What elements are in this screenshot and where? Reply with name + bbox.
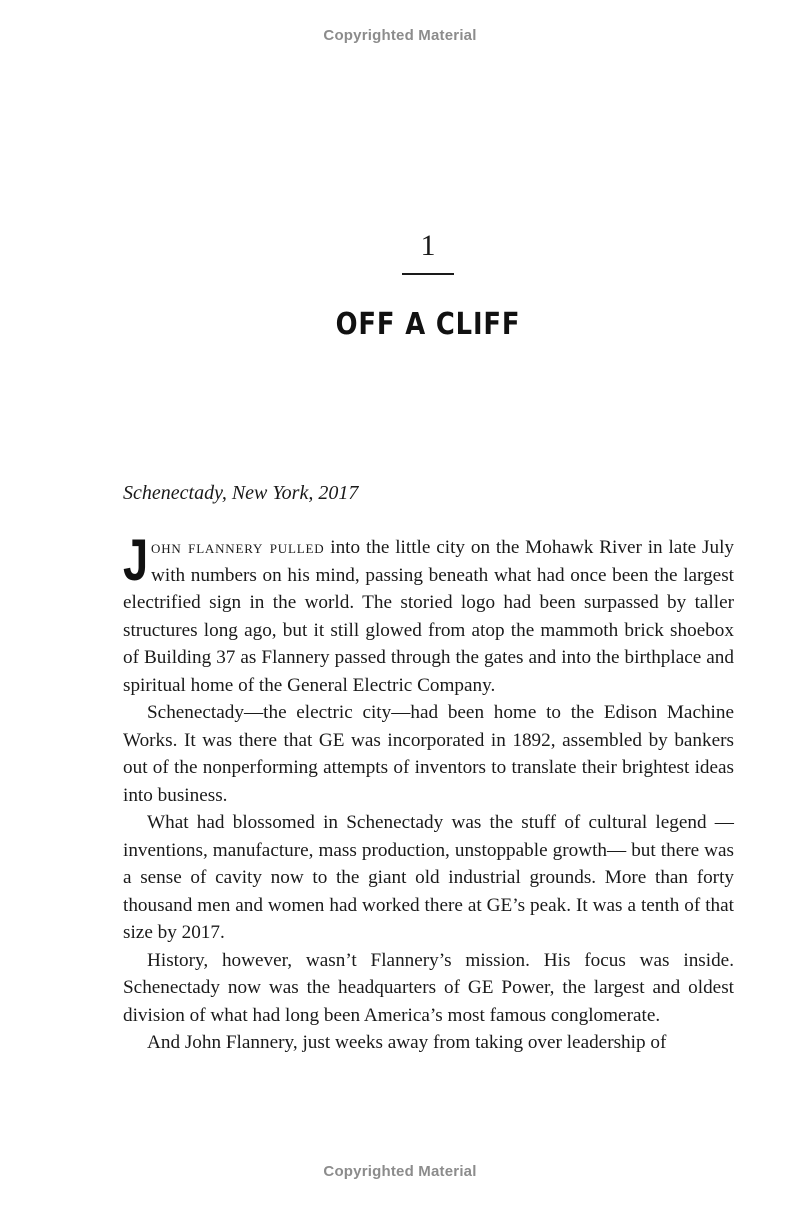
paragraph-1 — [123, 528, 734, 699]
paragraph-3: What had blossomed in Schenectady was the stuff of cultural legend —inventions, manufacture, mass production, unstoppable growth— but there was a sense of cavity now to the giant old industrial grounds. More than forty thousand men and women had worked there at GE’s peak. It was a tenth of that size by 2017. — [123, 812, 734, 943]
dateline: Schenectady, New York, 2017 — [123, 482, 359, 504]
copyright-watermark-bottom: Copyrighted Material — [323, 1163, 477, 1180]
chapter-rule-divider — [402, 273, 454, 275]
copyright-watermark-top: Copyrighted Material — [323, 27, 477, 44]
paragraph-4: History, however, wasn’t Flannery’s mission. His focus was inside. Schenectady now was the headquarters of GE Power, the largest and oldest division of what had long been America’s most famous conglomerate. — [123, 949, 734, 1026]
chapter-title: OFF A CLIFF — [335, 307, 521, 342]
opening-small-caps: ohn flannery pulled — [151, 537, 325, 558]
chapter-number: 1 — [420, 229, 436, 262]
body-text — [123, 528, 734, 1057]
paragraph-5: And John Flannery, just weeks away from taking over leadership of — [147, 1032, 667, 1053]
paragraph-2: Schenectady—the electric city—had been home to the Edison Machine Works. It was there that GE was incorporated in 1892, assembled by bankers out of the nonperforming attempts of inventors to translate their brightest ideas into business. — [123, 702, 734, 806]
drop-cap: J — [123, 528, 149, 593]
paragraph-1-text: into the little city on the Mohawk River in late July with numbers on his mind, passing beneath what had once been the largest electrified sign in the world. The storied logo had been surpassed by taller structures long ago, but it still glowed from atop the mammoth brick shoebox of Building 37 as Flannery passed through the gates and into the birthplace and spiritual home of the General Electric Company. — [123, 537, 734, 696]
